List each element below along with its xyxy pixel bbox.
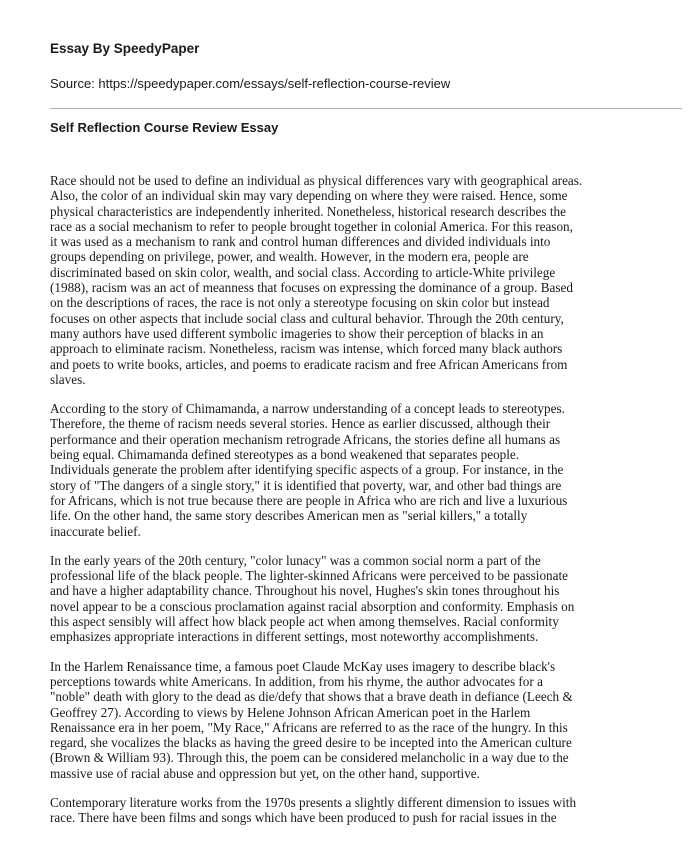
essay-paragraph <box>50 173 682 387</box>
paragraph-line: inaccurate belief. <box>50 523 141 539</box>
paragraph-line: (1988), racism was an act of meanness that focuses on expressing the dominance of a group. Based <box>50 280 573 296</box>
document-header <box>50 40 662 92</box>
paragraph-line: this aspect sensibly will affect how black people act when among themselves. Racial conformity <box>50 614 559 630</box>
paragraph-line: Therefore, the theme of racism needs several stories. Hence as earlier discussed, although their <box>50 416 551 432</box>
paragraph-line: for Africans, which is not true because there are people in Africa who are rich and live a luxurious <box>50 492 568 508</box>
paragraph-line: slaves. <box>50 371 86 387</box>
paragraph-line: massive use of racial abuse and oppression but yet, on the other hand, supportive. <box>50 765 480 781</box>
source-line: Source: https://speedypaper.com/essays/self-reflection-course-review <box>50 76 451 91</box>
paragraph-line: Renaissance era in her poem, "My Race," Africans are referred to as the race of the hungry. In this <box>50 719 568 735</box>
paragraph-line: regard, she vocalizes the blacks as having the greed desire to be incepted into the American culture <box>50 735 572 751</box>
paragraph-line: story of "The dangers of a single story," it is identified that poverty, war, and other bad things are <box>50 477 562 493</box>
essay-paragraph <box>50 659 682 781</box>
essay-title: Self Reflection Course Review Essay <box>50 120 279 135</box>
paragraph-line: and have a higher adaptability chance. Throughout his novel, Hughes's skin tones throughout his <box>50 583 560 599</box>
paragraph-line: many authors have used different symbolic imageries to show their perception of blacks in an <box>50 325 544 341</box>
paragraph-line: (Brown & William 93). Through this, the poem can be considered melancholic in a way due to the <box>50 750 569 766</box>
paragraph-line: and poets to write books, articles, and poems to eradicate racism and free African Americans from <box>50 356 568 372</box>
paragraph-line: In the early years of the 20th century, "color lunacy" was a common social norm a part of the <box>50 552 541 568</box>
paragraph-line: professional life of the black people. The lighter-skinned Africans were perceived to be passionate <box>50 568 569 584</box>
paragraph-line: performance and their operation mechanism retrograde Africans, the stories define all humans as <box>50 431 561 447</box>
essay-paragraph <box>50 795 682 826</box>
paragraph-line: According to the story of Chimamanda, a narrow understanding of a concept leads to stereotypes. <box>50 401 565 417</box>
paragraph-line: Also, the color of an individual skin may vary depending on where they were raised. Hence, some <box>50 188 568 204</box>
paragraph-line: approach to eliminate racism. Nonetheless, racism was intense, which forced many black authors <box>50 341 563 357</box>
essay-paragraph <box>50 401 682 539</box>
paragraph-line: novel appear to be a conscious proclamation against racial absorption and conformity. Emphasis on <box>50 598 575 614</box>
header-divider <box>50 108 682 109</box>
paragraph-line: on the descriptions of races, the race is not only a stereotype focusing on skin color but instead <box>50 295 550 311</box>
paragraph-line: discriminated based on skin color, wealth, and social class. According to article-White privilege <box>50 264 556 280</box>
paragraph-line: Contemporary literature works from the 1970s presents a slightly different dimension to issues with <box>50 794 577 810</box>
essay-paragraph <box>50 553 682 645</box>
paragraph-line: race as a social mechanism to refer to people brought together in colonial America. For this reason, <box>50 218 573 234</box>
paragraph-line: Geoffrey 27). According to views by Helene Johnson African American poet in the Harlem <box>50 704 531 720</box>
paragraph-line: it was used as a mechanism to rank and control human differences and divided individuals into <box>50 234 551 250</box>
site-title: Essay By SpeedyPaper <box>50 41 200 56</box>
paragraph-line: physical characteristics are independently inherited. Nonetheless, historical research describes the <box>50 203 566 219</box>
paragraph-line: "noble" death with glory to the dead as die/defy that shows that a brave death in defiance (Leech & <box>50 689 573 705</box>
paragraph-line: emphasizes appropriate interactions in different settings, most noteworthy accomplishments. <box>50 629 539 645</box>
paragraph-line: focuses on other aspects that include social class and cultural behavior. Through the 20th century, <box>50 310 564 326</box>
essay-body <box>50 173 682 840</box>
paragraph-line: life. On the other hand, the same story describes American men as "serial killers," a totally <box>50 508 528 524</box>
paragraph-line: groups depending on privilege, power, and wealth. However, in the modern era, people are <box>50 249 529 265</box>
paragraph-line: In the Harlem Renaissance time, a famous poet Claude McKay uses imagery to describe black's <box>50 658 556 674</box>
paragraph-line: perceptions towards white Americans. In addition, from his rhyme, the author advocates for a <box>50 673 543 689</box>
paragraph-line: race. There have been films and songs which have been produced to push for racial issues in the <box>50 810 557 826</box>
paragraph-line: Individuals generate the problem after identifying specific aspects of a group. For instance, in the <box>50 462 564 478</box>
paragraph-line: Race should not be used to define an individual as physical differences vary with geographical areas. <box>50 173 583 188</box>
paragraph-line: being equal. Chimamanda defined stereotypes as a bond weakened that separates people. <box>50 447 520 463</box>
